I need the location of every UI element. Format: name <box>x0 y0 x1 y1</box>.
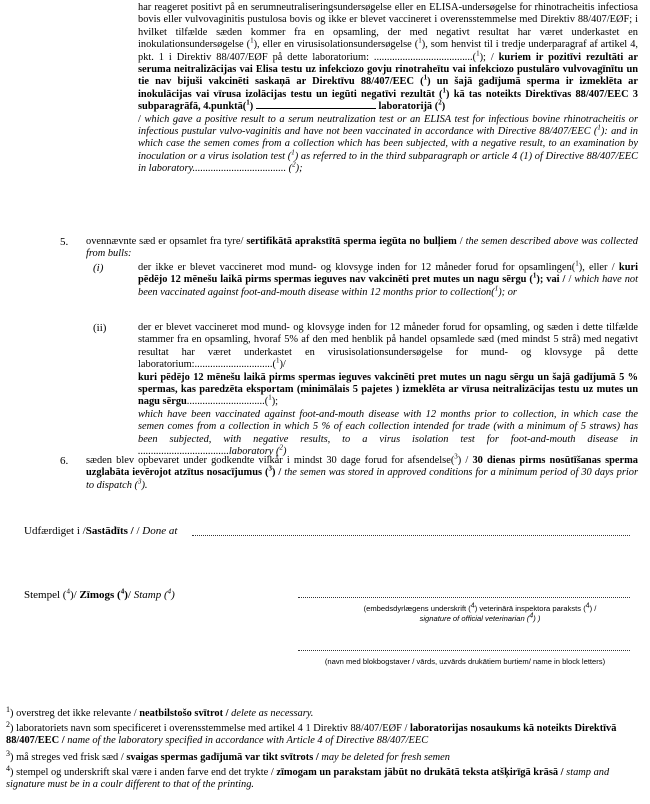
footnote-1: $^1$) overstreg det ikke relevante / neatbilstošo svītrot / delete as necessary. <box>6 705 314 719</box>
section-5-ii-text: der er blevet vaccineret mod mund- og klovsyge inden for 12 måneder forud for opsamling, og sæden i dette tilfælde stammer fra en opsamling, hvoraf 5% af den med henblik på handel opsamlede sæd (med mindst 5 strå) med negativt resultat har været underkastet en virusisolationsundersøgelse for mund- og klovsyge på dette laboratorium:..............................($^1$)/ kuri pēdējo 12 mēnešu laikā pirms spermas ieguves vakcinēti pret mutes un nagu sērgu un šajā gadījumā 5 % spermas, kas paredzēta eksportam (minimālais 5 pajetes ) izmeklēta ar vīrusa neitralizācijas testu uz mutes un nagu sērgu..............................($^1$); which have been vaccinated against foot-and-mouth disease with 12 months prior to collection, in which case the semen comes from a collection in which 5 % of each collection intended for trade (with a minimum of 5 straws) has been subjected, with negative results, to a virus isolation test for foot-and-mouth disease in ...................................laboratory ($^2$) <box>138 322 638 458</box>
done-at-line[interactable] <box>192 535 630 536</box>
block-letters-caption: (navn med blokbogstaver / vārds, uzvārds drukātiem burtiem/ name in block letters) <box>324 657 606 666</box>
section-5-i-text: der ikke er blevet vaccineret mod mund- og klovsyge inden for 12 måneder forud for opsamlingen($^1$), eller / kuri pēdējo 12 mēnešu laikā pirms spermas ieguves nav vakcinēti pret mutes un nagu sērgu ($^1$); vai / / which have not been vaccinated against foot-and-mouth disease within 12 months prior to collection($^1$); or <box>138 259 638 298</box>
section-5-ii-marker: (ii) <box>93 322 107 334</box>
footnote-4: $^4$) stempel og underskrift skal være i anden farve end det trykte / zīmogam un parakstam jābūt no drukātā teksta atšķirīgā krāsā / stamp and signature must be in a coulr different to that of the printing. <box>6 764 610 791</box>
section-6-number: 6. <box>60 455 69 467</box>
section-5-i-marker: (i) <box>93 262 104 274</box>
section-4-text: har reageret positivt på en serumneutraliseringsundersøgelse eller en ELISA-undersøgelse for rhinotracheitis infectiosa bovis eller vulvovaginitis pustulosa bovis og ikke er blevet vaccineret i overensstemmelse med Direktiv 88/407/EØF; i hvilket tilfælde sæden kommer fra en opsamling, der med negativt resultat har været underkastet en inokulationsundersøgelse ($^1$), eller en virusisolationsundersøgelse ($^1$), som henvist til i tredje underparagraf af artikel 4, pkt. 1 i Direktiv 88/407/EØF på dette laboratorium: ......................................($^1$); / kuriem ir pozitīvi rezultāti ar seruma neitralizācijas vai Elisa testu uz infekciozo govju rinotraheītu vai infekciozo pustulāro vulvovagīnītu un tie nav bijuši vakcinēti saskaņā ar Direktīvu 88/407/EEC ($^1$) un šajā gadījumā sperma ir izmeklēta ar inokulācijas vai vīrusa izolācijas testu un iegūti negatīvi rezultāt ($^1$) kā tas noteikts Direktīvas 88/407/EEC 3 subparagrāfā, 4.punktā($^1$) laboratorijā ($^2$) / which gave a positive result to a serum neutralization test or an ELISA test for infectious bovine rhinotracheitis or infectious pustular vulvo-vaginitis and have not been vaccinated in accordance with Directive 88/407/EEC ($^1$): and in which case the semen comes from a collection which has been subjected, with a negative result, to an examination by inoculation or a virus isolation test ($^1$) as referred to in the third subparagraph or article 4 (1) of Directive 88/407/EEC in laboratory.................................... ($^2$); <box>138 2 639 175</box>
block-letters-name-line[interactable] <box>298 650 630 651</box>
section-6-text: sæden blev opbevaret under godkendte vilkår i mindst 30 dage forud for afsendelse($^3$) / 30 dienas pirms nosūtīšanas sperma uzglabāta ievērojot atzītus nosacījumus ($^3$) / the semen was stored in approved conditions for a minimum period of 30 days prior to dispatch ($^3$). <box>86 452 639 491</box>
stamp-label: Stempel ($^4$)/ Zīmogs ($^4$)/ Stamp ($^4$) <box>24 587 175 601</box>
official-signature-caption: (embedsdyrlægens underskrift ($^4$) veterinārā inspektora paraksts ($^4$) / signature of official veterinarian ($^4$) ) <box>363 602 597 623</box>
done-at-label: Udfærdiget i /Sastādīts / / Done at <box>24 525 178 537</box>
section-5-number: 5. <box>60 236 69 248</box>
footnote-3: $^3$) må streges ved frisk sæd / svaigas spermas gadījumā var tikt svītrots / may be deleted for fresh semen <box>6 749 450 763</box>
official-signature-line[interactable] <box>298 597 630 598</box>
section-5-intro: ovennævnte sæd er opsamlet fra tyre/ sertifikātā aprakstītā sperma iegūta no bulļiem / the semen described above was collected from bulls: <box>86 236 638 260</box>
footnote-2: $^2$) laboratoriets navn som specificeret i overensstemmelse med artikel 4 1 Direktiv 88/407/EØF / laboratorijas nosaukums kā noteikts Direktīvā 88/407/EEC / name of the laboratory specified in accordance with Article 4 of Directive 88/407/EEC <box>6 720 617 747</box>
